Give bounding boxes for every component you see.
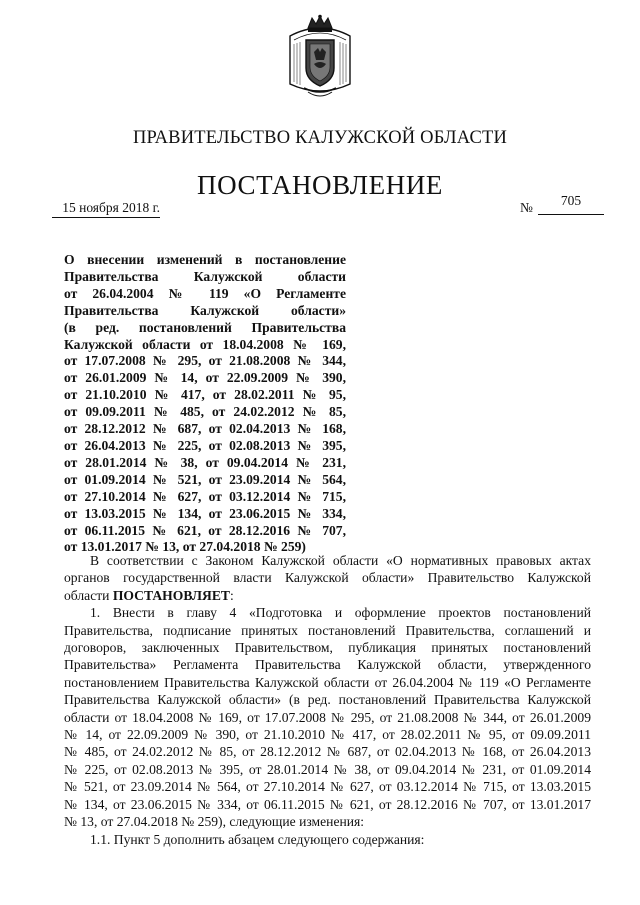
item-1-line: № 521, от 23.09.2014 № 564, от 27.10.2014 № 627, от 03.12.2014 № 715, от 13.03.2015 <box>64 779 591 795</box>
document-number: 705 <box>538 193 604 215</box>
document-subject <box>64 252 346 556</box>
subject-line: от 13.01.2017 № 13, от 27.04.2018 № 259) <box>64 539 306 555</box>
document-date: 15 ноября 2018 г. <box>52 200 160 218</box>
subject-line: Правительства Калужской области <box>64 268 346 284</box>
item-1-line: области от 18.04.2008 № 169, от 17.07.2008 № 295, от 21.08.2008 № 344, от 26.01.2009 <box>64 709 591 725</box>
document-type: ПОСТАНОВЛЕНИЕ <box>196 170 444 200</box>
subject-line: от 06.11.2015 № 621, от 28.12.2016 № 707, <box>64 522 346 538</box>
document-body <box>64 552 591 848</box>
item-1-line: постановлением Правительства Калужской области от 26.04.2004 № 119 «О Регламенте <box>64 674 591 690</box>
subject-line: от 17.07.2008 № 295, от 21.08.2008 № 344, <box>64 353 346 369</box>
subject-line: от 26.04.2013 № 225, от 02.08.2013 № 395, <box>64 437 346 453</box>
subject-line: от 28.01.2014 № 38, от 09.04.2014 № 231, <box>64 454 346 470</box>
item-1-line: № 14, от 22.09.2009 № 390, от 21.10.2010 № 417, от 28.02.2011 № 95, от 09.09.2011 <box>64 727 591 743</box>
item-1-line: Правительства Калужской области» (в ред. постановлений Правительства Калужской <box>64 692 591 708</box>
item-1-line: Правительства, подписание принятых постановлений Правительства, соглашений и <box>64 622 591 638</box>
resolves-colon: : <box>229 587 234 603</box>
item-1-paragraph <box>64 604 591 830</box>
subject-line: от 28.12.2012 № 687, от 02.04.2013 № 168, <box>64 421 346 437</box>
preamble-line-last <box>64 587 591 604</box>
organization-title: ПРАВИТЕЛЬСТВО КАЛУЖСКОЙ ОБЛАСТИ <box>132 128 508 148</box>
item-1-line: Правительства» Регламента Правительства Калужской области, утвержденного <box>64 657 591 673</box>
subject-line: от 21.10.2010 № 417, от 28.02.2011 № 95, <box>64 387 346 403</box>
subject-line: от 27.10.2014 № 627, от 03.12.2014 № 715, <box>64 488 346 504</box>
preamble-line: области <box>64 587 113 603</box>
subject-line: от 26.01.2009 № 14, от 22.09.2009 № 390, <box>64 370 346 386</box>
item-1-line: договоров, заключенных Правительством, публикация принятых постановлений <box>64 640 591 656</box>
coat-of-arms-icon <box>284 14 356 100</box>
resolves-keyword: ПОСТАНОВЛЯЕТ <box>112 587 230 603</box>
item-1-line: № 225, от 02.08.2013 № 395, от 28.01.2014 № 38, от 09.04.2014 № 231, от 01.09.2014 <box>64 761 591 777</box>
subject-line: от 13.03.2015 № 134, от 23.06.2015 № 334, <box>64 505 346 521</box>
subject-line: от 01.09.2014 № 521, от 23.09.2014 № 564, <box>64 471 346 487</box>
subject-line: от 26.04.2004 № 119 «О Регламенте <box>64 285 346 301</box>
item-1-line: № 485, от 24.02.2012 № 85, от 28.12.2012 № 687, от 02.04.2013 № 168, от 26.04.2013 <box>64 744 591 760</box>
item-1-1-paragraph: 1.1. Пункт 5 дополнить абзацем следующего содержания: <box>90 831 425 847</box>
subject-line: от 09.09.2011 № 485, от 24.02.2012 № 85, <box>64 404 346 420</box>
subject-line: Правительства Калужской области» <box>64 302 346 318</box>
number-label: № <box>520 200 533 215</box>
preamble-paragraph <box>64 552 591 604</box>
preamble-line: В соответствии с Законом Калужской области «О нормативных правовых актах <box>90 553 591 568</box>
item-1-line: № 13, от 27.04.2018 № 259), следующие изменения: <box>64 814 365 830</box>
subject-line: Калужской области от 18.04.2008 № 169, <box>64 336 346 352</box>
subject-line: (в ред. постановлений Правительства <box>64 319 346 335</box>
subject-line: О внесении изменений в постановление <box>64 252 346 267</box>
item-1-line: № 134, от 23.06.2015 № 334, от 06.11.2015 № 621, от 28.12.2016 № 707, от 13.01.2017 <box>64 796 591 812</box>
preamble-line: органов государственной власти Калужской области» Правительство Калужской <box>64 570 591 586</box>
item-1-line: 1. Внести в главу 4 «Подготовка и оформление проектов постановлений <box>90 605 591 621</box>
